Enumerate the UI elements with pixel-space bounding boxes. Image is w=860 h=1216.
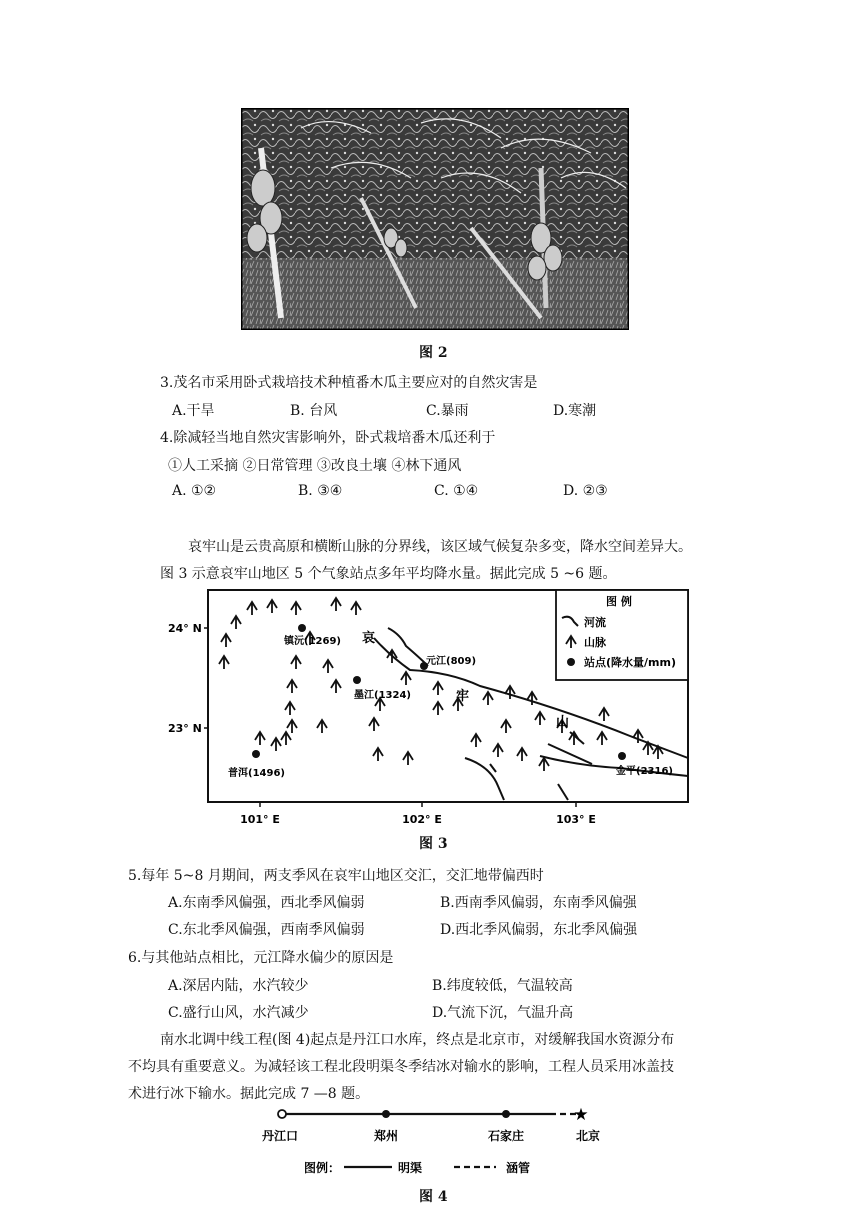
label-shijiazhuang: 石家庄: [487, 1129, 525, 1143]
q6-option-b: B.纬度较低，气温较高: [432, 978, 573, 994]
figure4-caption: 图 4: [419, 1189, 448, 1205]
station-jinping-label: 金平(2316): [616, 766, 673, 777]
q5-option-c: C.东北季风偏强，西南季风偏弱: [168, 922, 365, 938]
q3-option-c: C.暴雨: [426, 403, 469, 419]
station-zhenyuan-dot: [298, 624, 306, 632]
node-danjiangkou: [278, 1110, 286, 1118]
mountain-name-char-3: 山: [556, 715, 570, 730]
lon-label-103: 103° E: [556, 813, 596, 826]
legend-open-channel: 明渠: [398, 1161, 423, 1175]
q4-option-c: C. ①④: [434, 483, 479, 499]
legend-river-label: 河流: [584, 616, 606, 629]
lat-label-23: 23° N: [168, 722, 202, 735]
passage-2-line-1: 南水北调中线工程(图 4)起点是丹江口水库，终点是北京市，对缓解我国水资源分布: [160, 1032, 675, 1048]
legend-label: 图例：: [304, 1161, 341, 1175]
q5-option-a: A.东南季风偏强，西北季风偏弱: [168, 895, 365, 911]
q5-option-b: B.西南季风偏弱，东南季风偏强: [440, 895, 637, 911]
passage-2-line-2: 不均具有重要意义。为减轻该工程北段明渠冬季结冰对输水的影响，工程人员采用冰盖技: [128, 1059, 674, 1075]
label-zhengzhou: 郑州: [373, 1129, 399, 1143]
station-mojiang-label: 墨江(1324): [354, 690, 411, 701]
q4-option-b: B. ③④: [298, 483, 343, 499]
q3-option-b: B. 台风: [290, 403, 338, 419]
station-jinping-dot: [618, 752, 626, 760]
station-puer-dot: [252, 750, 260, 758]
lat-label-24: 24° N: [168, 622, 202, 635]
passage-1-line-2: 图 3 示意哀牢山地区 5 个气象站点多年平均降水量。据此完成 5 ~6 题。: [160, 566, 617, 582]
legend-station-label: 站点(降水量/mm): [584, 656, 676, 669]
lon-label-102: 102° E: [402, 813, 442, 826]
station-mojiang-dot: [353, 676, 361, 684]
q5-option-d: D.西北季风偏弱，东北季风偏强: [440, 922, 638, 938]
q6-option-c: C.盛行山风，水汽减少: [168, 1005, 309, 1021]
question-3-stem: 3.茂名市采用卧式栽培技术种植番木瓜主要应对的自然灾害是: [160, 375, 538, 391]
legend-station-symbol: [567, 658, 575, 666]
node-shijiazhuang: [502, 1110, 510, 1118]
question-5-stem: 5.每年 5~8 月期间，两支季风在哀牢山地区交汇，交汇地带偏西时: [128, 868, 544, 884]
q6-option-d: D.气流下沉，气温升高: [432, 1005, 574, 1021]
q6-option-a: A.深居内陆，水汽较少: [168, 978, 309, 994]
mountain-name-char-2: 牢: [456, 689, 470, 704]
q3-option-d: D.寒潮: [553, 403, 597, 419]
map-legend: [556, 590, 688, 680]
label-danjiangkou: 丹江口: [261, 1129, 299, 1143]
passage-1-line-1: 哀牢山是云贵高原和横断山脉的分界线，该区域气候复杂多变，降水空间差异大。: [188, 539, 692, 555]
figure2-caption: 图 2: [419, 345, 448, 361]
papaya-photo: [241, 108, 629, 330]
legend-mountain-label: 山脉: [584, 636, 606, 649]
station-zhenyuan-label: 镇沅(1269): [284, 636, 341, 647]
passage-2-line-3: 术进行冰下输水。据此完成 7 —8 题。: [128, 1086, 370, 1102]
legend-pipe: 涵管: [506, 1161, 531, 1175]
q4-option-d: D. ②③: [563, 483, 608, 499]
mountain-name-char-1: 哀: [362, 631, 376, 646]
question-6-stem: 6.与其他站点相比，元江降水偏少的原因是: [128, 950, 394, 966]
node-zhengzhou: [382, 1110, 390, 1118]
question-4-stem: 4.除减轻当地自然灾害影响外，卧式栽培番木瓜还利于: [160, 430, 496, 446]
station-yuanjiang-label: 元江(809): [426, 656, 477, 667]
route-diagram: [250, 1102, 630, 1182]
station-puer-label: 普洱(1496): [228, 768, 285, 779]
q4-items: ①人工采摘 ②日常管理 ③改良土壤 ④林下通风: [168, 458, 462, 474]
figure3-caption: 图 3: [419, 836, 448, 852]
node-beijing-star: ★: [573, 1105, 589, 1125]
q3-option-a: A.干旱: [172, 403, 215, 419]
q4-option-a: A. ①②: [172, 483, 217, 499]
ailao-map: [160, 586, 700, 836]
lon-label-101: 101° E: [240, 813, 280, 826]
legend-title: 图 例: [606, 595, 632, 608]
label-beijing: 北京: [575, 1129, 601, 1143]
